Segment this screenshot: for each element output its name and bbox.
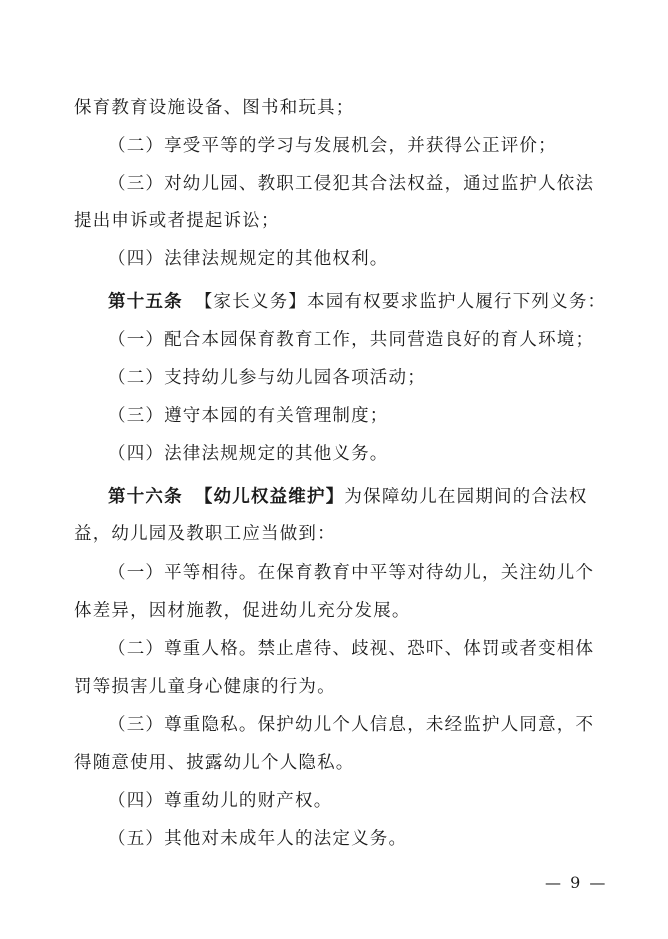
text-line: （一）配合本园保育教育工作，共同营造良好的育人环境； xyxy=(108,330,595,350)
text-line: （四）法律法规规定的其他义务。 xyxy=(108,444,389,464)
article-16-tag: 【幼儿权益维护】 xyxy=(194,487,345,507)
text-line: （二）支持幼儿参与幼儿园各项活动； xyxy=(108,368,426,388)
text-line: 罚等损害儿童身心健康的行为。 xyxy=(74,677,336,697)
article-15-number: 第十五条 xyxy=(108,292,183,312)
page-number: — 9 — xyxy=(545,873,608,892)
article-15-text: 本园有权要求监护人履行下列义务： xyxy=(307,292,607,312)
text-line: （二）享受平等的学习与发展机会，并获得公正评价； xyxy=(108,136,557,156)
article-16-number: 第十六条 xyxy=(108,487,183,507)
text-line: 提出申诉或者提起诉讼； xyxy=(74,211,280,231)
article-16-text: 为保障幼儿在园期间的合法权 xyxy=(344,487,588,507)
text-line: （三）尊重隐私。保护幼儿个人信息，未经监护人同意，不 xyxy=(108,715,595,735)
text-line: （三）对幼儿园、教职工侵犯其合法权益，通过监护人依法 xyxy=(108,174,595,194)
text-line: （二）尊重人格。禁止虐待、歧视、恐吓、体罚或者变相体 xyxy=(108,639,595,659)
text-line: 得随意使用、披露幼儿个人隐私。 xyxy=(74,753,355,773)
text-line: 保育教育设施设备、图书和玩具； xyxy=(74,98,355,118)
article-16-heading xyxy=(108,485,628,509)
article-15-tag: 【家长义务】 xyxy=(194,292,308,312)
article-15-heading xyxy=(108,290,628,314)
text-line: （三）遵守本园的有关管理制度； xyxy=(108,406,389,426)
text-line: （一）平等相待。在保育教育中平等对待幼儿，关注幼儿个 xyxy=(108,563,595,583)
text-line: （四）法律法规规定的其他权利。 xyxy=(108,249,389,269)
text-line: 益，幼儿园及教职工应当做到： xyxy=(74,524,336,544)
text-line: （四）尊重幼儿的财产权。 xyxy=(108,791,333,811)
text-line: 体差异，因材施教，促进幼儿充分发展。 xyxy=(74,601,411,621)
text-line: （五）其他对未成年人的法定义务。 xyxy=(108,829,408,849)
